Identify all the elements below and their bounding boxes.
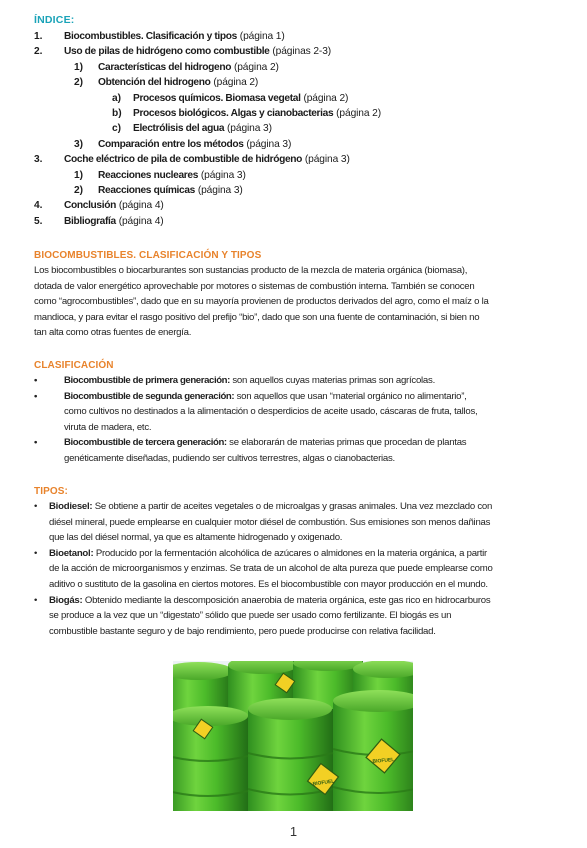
list-item-term: Biocombustible de tercera generación:: [64, 437, 227, 449]
table-of-contents: [34, 29, 554, 229]
toc-number: 2.: [34, 46, 43, 58]
list-item-text: se elaborarán de materias primas que procedan de plantas: [226, 437, 467, 449]
bullet-icon: •: [34, 437, 38, 449]
toc-entry[interactable]: [34, 152, 554, 167]
index-heading: ÍNDICE:: [34, 14, 75, 26]
bullet-icon: •: [34, 501, 38, 512]
toc-page: (página 3): [304, 154, 350, 166]
toc-title: Bibliografía: [64, 215, 116, 227]
list-item-text: que las del diésel normal, ya que es altamente hidrogenado y oxigenado.: [49, 532, 343, 544]
toc-page: (página 3): [246, 138, 292, 150]
toc-title: Reacciones nucleares: [98, 169, 199, 181]
bullet-icon: •: [34, 594, 38, 606]
toc-number: 1): [74, 169, 84, 181]
list-item-text: se produce a la vez que un “digestato” sólido que puede ser usado como fertilizante. El biogás es un: [49, 610, 452, 622]
list-item-term: Biocombustible de primera generación:: [64, 375, 230, 386]
bullet-icon: •: [34, 547, 38, 559]
toc-title: Características del hidrogeno: [98, 61, 232, 73]
toc-page: (página 1): [239, 31, 285, 42]
toc-number: 3.: [34, 154, 43, 166]
classification-title: CLASIFICACIÓN: [34, 360, 114, 371]
list-item-term: Biocombustible de segunda generación:: [64, 390, 235, 402]
list-item-text: Producido por la fermentación alcohólica de azúcares o almidones en la materia orgánica, a partir: [93, 547, 487, 559]
toc-title: Uso de pilas de hidrógeno como combustible: [64, 46, 270, 58]
paragraph-line: como “agrocombustibles”, dado que en su mayoría provienen de productos derivados del agro, como el maíz o la: [34, 296, 489, 308]
list-item: [34, 389, 554, 436]
toc-number: 3): [74, 138, 84, 150]
classification-list: [34, 373, 554, 467]
list-item-text: aditivo o sustituto de la gasolina en ciertos motores. Es el biocombustible con mayor producción en el mundo.: [49, 578, 488, 590]
list-item: [34, 373, 554, 389]
toc-page: (página 3): [227, 123, 272, 135]
toc-entry[interactable]: [34, 44, 554, 59]
toc-page: (página 2): [233, 61, 279, 73]
list-item-term: Biodiesel:: [49, 501, 93, 512]
toc-title: Conclusión: [64, 200, 116, 212]
toc-title: Obtención del hidrogeno: [98, 77, 211, 89]
toc-page: (página 4): [118, 200, 164, 212]
barrels-illustration: [173, 661, 413, 811]
biofuel-barrels-image: [173, 661, 413, 811]
list-item-term: Bioetanol:: [49, 547, 94, 559]
toc-entry[interactable]: [34, 214, 554, 229]
list-item-text: diésel mineral, puede emplearse en cualquier motor diésel de combustión. Sus emisiones son menos dañinas: [49, 516, 491, 528]
list-item-text: son aquellos que usan “material orgánico no alimentario”,: [234, 390, 467, 402]
list-item-text: de la acción de microorganismos y enzimas. Se trata de un alcohol de alta pureza que puede emplearse como: [49, 563, 493, 575]
toc-page: (página 2): [213, 77, 259, 89]
toc-number: 4.: [34, 200, 43, 212]
toc-entry[interactable]: [34, 106, 554, 121]
list-item-text: son aquellos cuyas materias primas son agrícolas.: [229, 375, 435, 386]
paragraph-line: mandioca, y para evitar el rasgo positivo del prefijo “bio”, dado que son una fuente de contaminación, si bien no: [34, 311, 480, 323]
toc-number: 2): [74, 184, 84, 196]
list-item: [34, 499, 554, 546]
toc-page: (página 2): [303, 92, 349, 104]
types-list: [34, 499, 554, 639]
toc-entry[interactable]: [34, 29, 554, 44]
toc-entry[interactable]: [34, 168, 554, 183]
list-item-text: genéticamente diseñadas, pudiendo ser cultivos terrestres, algas o cianobacterias.: [64, 452, 395, 464]
list-item-text: Se obtiene a partir de aceites vegetales o de microalgas y grasas animales. Una vez mezclado con: [92, 501, 493, 512]
toc-page: (páginas 2-3): [272, 46, 332, 58]
list-item: [34, 546, 554, 593]
biofuels-section-title: BIOCOMBUSTIBLES. CLASIFICACIÓN Y TIPOS: [34, 250, 262, 261]
paragraph-line: Los biocombustibles o biocarburantes son sustancias producto de la mezcla de materia orgánica (biomasa),: [34, 265, 468, 276]
paragraph-line: tan alta como otras fuentes de energía.: [34, 327, 192, 339]
toc-page: (página 2): [336, 107, 382, 119]
biofuels-paragraph: [34, 263, 552, 341]
toc-number: 1): [74, 61, 84, 73]
toc-page: (página 3): [200, 169, 246, 181]
paragraph-line: dotada de valor energético aprovechable por motores o sistemas de combustión interna. También se conocen: [34, 280, 475, 292]
toc-title: Electrólisis del agua: [133, 123, 225, 135]
page-number: 1: [289, 824, 298, 839]
toc-number: a): [112, 92, 122, 104]
barrel-label-text: BIOFUEL: [312, 778, 335, 788]
toc-number: 2): [74, 77, 84, 89]
toc-title: Procesos químicos. Biomasa vegetal: [133, 92, 301, 104]
list-item-text: Obtenido mediante la descomposición anaerobia de materia orgánica, este gas rico en hidrocarburos: [82, 594, 491, 606]
toc-number: c): [112, 123, 122, 135]
toc-title: Comparación entre los métodos: [98, 138, 244, 150]
list-item-text: combustible bastante seguro y de bajo rendimiento, pero puede producirse con relativa facilidad.: [49, 625, 436, 637]
types-title: TIPOS:: [34, 486, 68, 497]
bullet-icon: •: [34, 390, 38, 402]
barrel-label-text: BIOFUEL: [372, 757, 395, 765]
toc-number: 5.: [34, 215, 43, 227]
toc-number: 1.: [34, 31, 43, 42]
toc-entry[interactable]: [34, 183, 554, 198]
list-item: [34, 435, 554, 466]
toc-title: Coche eléctrico de pila de combustible de hidrógeno: [64, 154, 303, 166]
toc-title: Reacciones químicas: [98, 184, 195, 196]
list-item: [34, 593, 554, 640]
toc-entry[interactable]: [34, 198, 554, 213]
toc-page: (página 3): [197, 184, 243, 196]
list-item-text: viruta de madera, etc.: [64, 421, 152, 433]
list-item-text: como cultivos no destinados a la alimentación o desperdicios de aceite usado, cáscaras de fruta, tallos,: [64, 406, 478, 418]
toc-title: Procesos biológicos. Algas y cianobacterias: [133, 107, 334, 119]
toc-entry[interactable]: [34, 121, 554, 136]
toc-page: (página 4): [118, 215, 164, 227]
toc-number: b): [112, 107, 122, 119]
bullet-icon: •: [34, 375, 38, 386]
toc-entry[interactable]: [34, 137, 554, 152]
toc-entry[interactable]: [34, 60, 554, 75]
toc-title: Biocombustibles. Clasificación y tipos: [64, 31, 237, 42]
toc-entry[interactable]: [34, 91, 554, 106]
toc-entry[interactable]: [34, 75, 554, 90]
list-item-term: Biogás:: [49, 594, 83, 606]
